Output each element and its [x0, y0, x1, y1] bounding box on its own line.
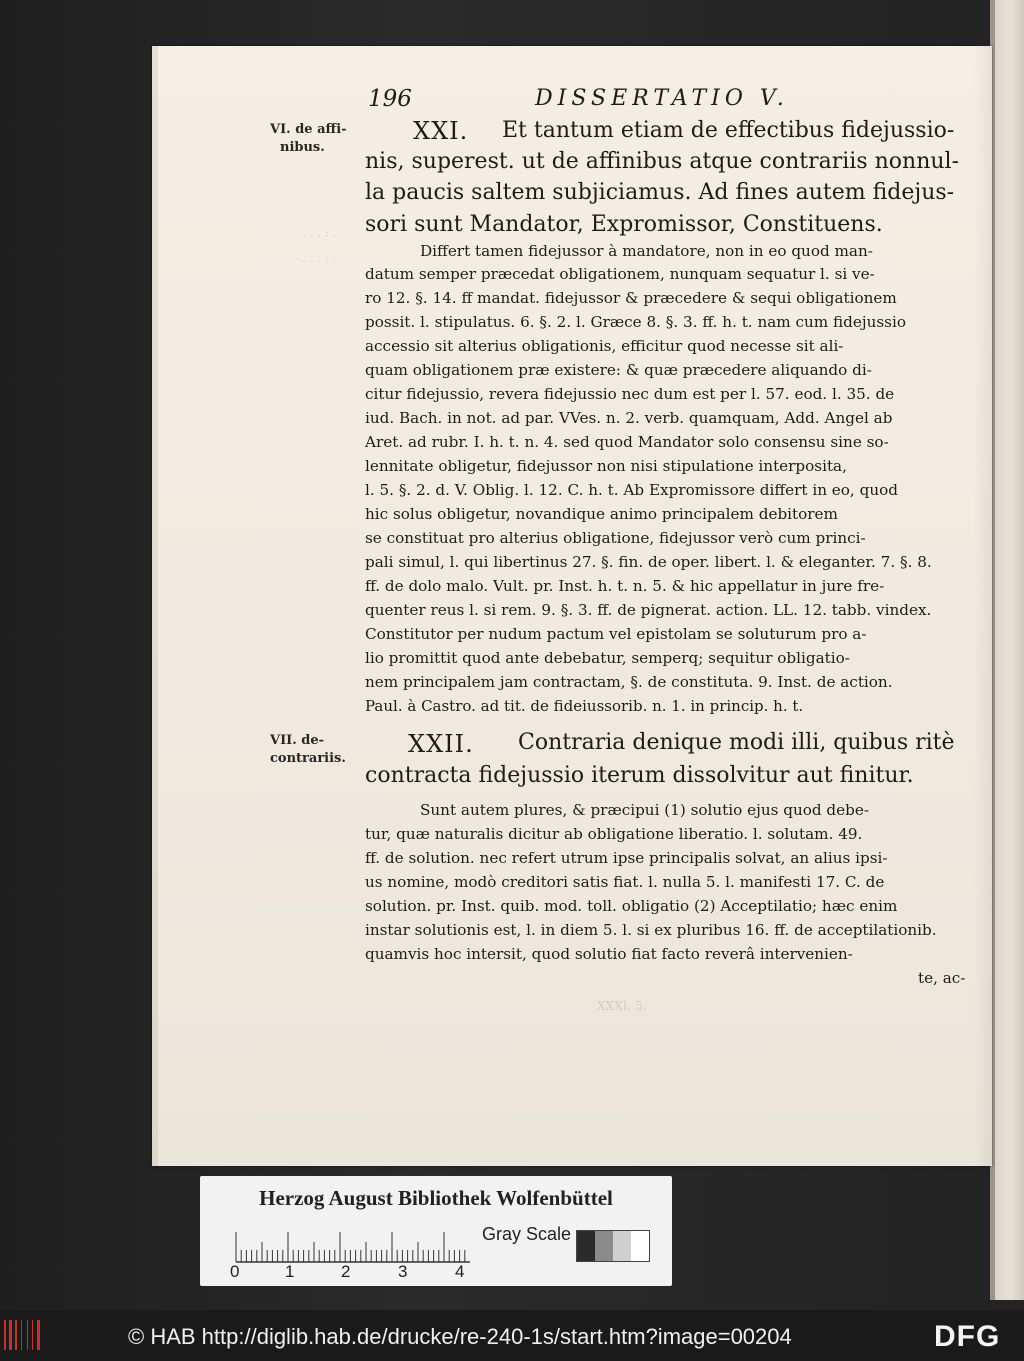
paragraph-line: ff. de dolo malo. Vult. pr. Inst. h. t. n. 5. & hic appellatur in jure fre- [365, 577, 885, 595]
running-title: DISSERTATIO V. [535, 86, 789, 111]
gray-scale-label: Gray Scale [482, 1224, 572, 1244]
paragraph-line: possit. l. stipulatus. 6. §. 2. l. Græce 8. §. 3. ff. h. t. nam cum fidejussio [365, 313, 906, 331]
viewer-footer [0, 1310, 1024, 1361]
ruler-number: 3 [398, 1262, 408, 1281]
library-name: Herzog August Bibliothek Wolfenbüttel [259, 1186, 613, 1210]
ruler-scale-icon [234, 1224, 472, 1264]
section-heading-line: contracta fidejussio iterum dissolvitur aut finitur. [365, 763, 914, 788]
paragraph-line: se constituat pro alterius obligatione, fidejussor verò cum princi- [365, 529, 866, 547]
ruler-number: 0 [230, 1262, 240, 1281]
paragraph-line: hic solus obligetur, novandique animo principalem debitorem [365, 505, 838, 523]
paragraph-line: Sunt autem plures, & præcipui (1) solutio ejus quod debe- [420, 801, 869, 819]
gray-scale-swatches [576, 1230, 650, 1262]
paragraph-line: Aret. ad rubr. I. h. t. n. 4. sed quod Mandator solo consensu sine so- [365, 433, 889, 451]
gray-swatch [577, 1231, 595, 1261]
color-target-card [200, 1176, 672, 1286]
book-page: . . . : . . . . : . XXXI. 5. [152, 46, 992, 1166]
section-heading-line: Contraria denique modi illi, quibus ritè [518, 730, 955, 755]
margin-note-line: nibus. [280, 140, 325, 155]
section-heading-line: nis, superest. ut de affinibus atque contrariis nonnul- [365, 149, 960, 174]
ruler-number: 2 [341, 1262, 351, 1281]
paragraph-line: tur, quæ naturalis dicitur ab obligatione liberatio. l. solutam. 49. [365, 825, 863, 843]
barcode-icon [4, 1320, 48, 1350]
paragraph-line: accessio sit alterius obligationis, efficitur quod necesse sit ali- [365, 337, 844, 355]
paragraph-line: Paul. à Castro. ad tit. de fideiussorib. n. 1. in princip. h. t. [365, 697, 804, 715]
paragraph-line: lio promittit quod ante debebatur, semperq; sequitur obligatio- [365, 649, 850, 667]
paragraph-line: instar solutionis est, l. in diem 5. l. si ex pluribus 16. ff. de acceptilationib. [365, 921, 937, 939]
paragraph-line: lennitate obligetur, fidejussor non nisi stipulatione interposita, [365, 457, 847, 475]
ruler-number: 4 [455, 1262, 465, 1281]
paragraph-line: Differt tamen fidejussor à mandatore, non in eo quod man- [420, 242, 873, 260]
margin-note-line: contrariis. [270, 751, 346, 766]
ruler-number: 1 [285, 1262, 295, 1281]
paragraph-line: l. 5. §. 2. d. V. Oblig. l. 12. C. h. t. Ab Expromissore differt in eo, quod [365, 481, 898, 499]
adjacent-page-edge [990, 0, 1024, 1300]
paragraph-line: solution. pr. Inst. quib. mod. toll. obligatio (2) Acceptilatio; hæc enim [365, 897, 898, 915]
paragraph-line: ff. de solution. nec refert utrum ipse principalis solvat, an alius ipsi- [365, 849, 888, 867]
paragraph-line: quam obligationem præ existere: & quæ præcedere aliquando di- [365, 361, 872, 379]
gray-swatch [595, 1231, 613, 1261]
section-numeral: XXI. [413, 117, 469, 145]
dfg-logo: DFG [934, 1320, 1001, 1353]
paragraph-line: citur fidejussio, revera fidejussio nec dum est per l. 57. eod. l. 35. de [365, 385, 895, 403]
section-heading-line: sori sunt Mandator, Expromissor, Constituens. [365, 212, 883, 237]
paragraph-line: quamvis hoc intersit, quod solutio fiat facto reverâ intervenien- [365, 945, 853, 963]
paragraph-line: iud. Bach. in not. ad par. VVes. n. 2. verb. quamquam, Add. Angel ab [365, 409, 893, 427]
paragraph-line: Constitutor per nudum pactum vel epistolam se soluturum pro a- [365, 625, 867, 643]
gray-swatch [631, 1231, 649, 1261]
margin-note-line: VI. de affi- [270, 122, 347, 137]
catchword: te, ac- [918, 969, 966, 987]
copyright-link[interactable]: © HAB http://diglib.hab.de/drucke/re-240-1s/start.htm?image=00204 [128, 1324, 792, 1349]
margin-note-line: VII. de- [270, 733, 325, 748]
gray-swatch [613, 1231, 631, 1261]
paragraph-line: pali simul, l. qui libertinus 27. §. fin. de oper. libert. l. & eleganter. 7. §. 8. [365, 553, 932, 571]
paragraph-line: us nomine, modò creditori satis fiat. l. nulla 5. l. manifesti 17. C. de [365, 873, 885, 891]
paragraph-line: quenter reus l. si rem. 9. §. 3. ff. de pignerat. action. LL. 12. tabb. vindex. [365, 601, 932, 619]
paragraph-line: datum semper præcedat obligationem, nunquam sequatur l. si ve- [365, 265, 875, 283]
section-heading-line: la paucis saltem subjiciamus. Ad fines autem fidejus- [365, 180, 955, 205]
page-number: 196 [368, 86, 412, 112]
section-numeral: XXII. [408, 730, 474, 758]
section-heading-line: Et tantum etiam de effectibus fidejussio- [502, 118, 955, 143]
paragraph-line: nem principalem jam contractam, §. de constituta. 9. Inst. de action. [365, 673, 893, 691]
paragraph-line: ro 12. §. 14. ff mandat. fidejussor & præcedere & sequi obligationem [365, 289, 897, 307]
